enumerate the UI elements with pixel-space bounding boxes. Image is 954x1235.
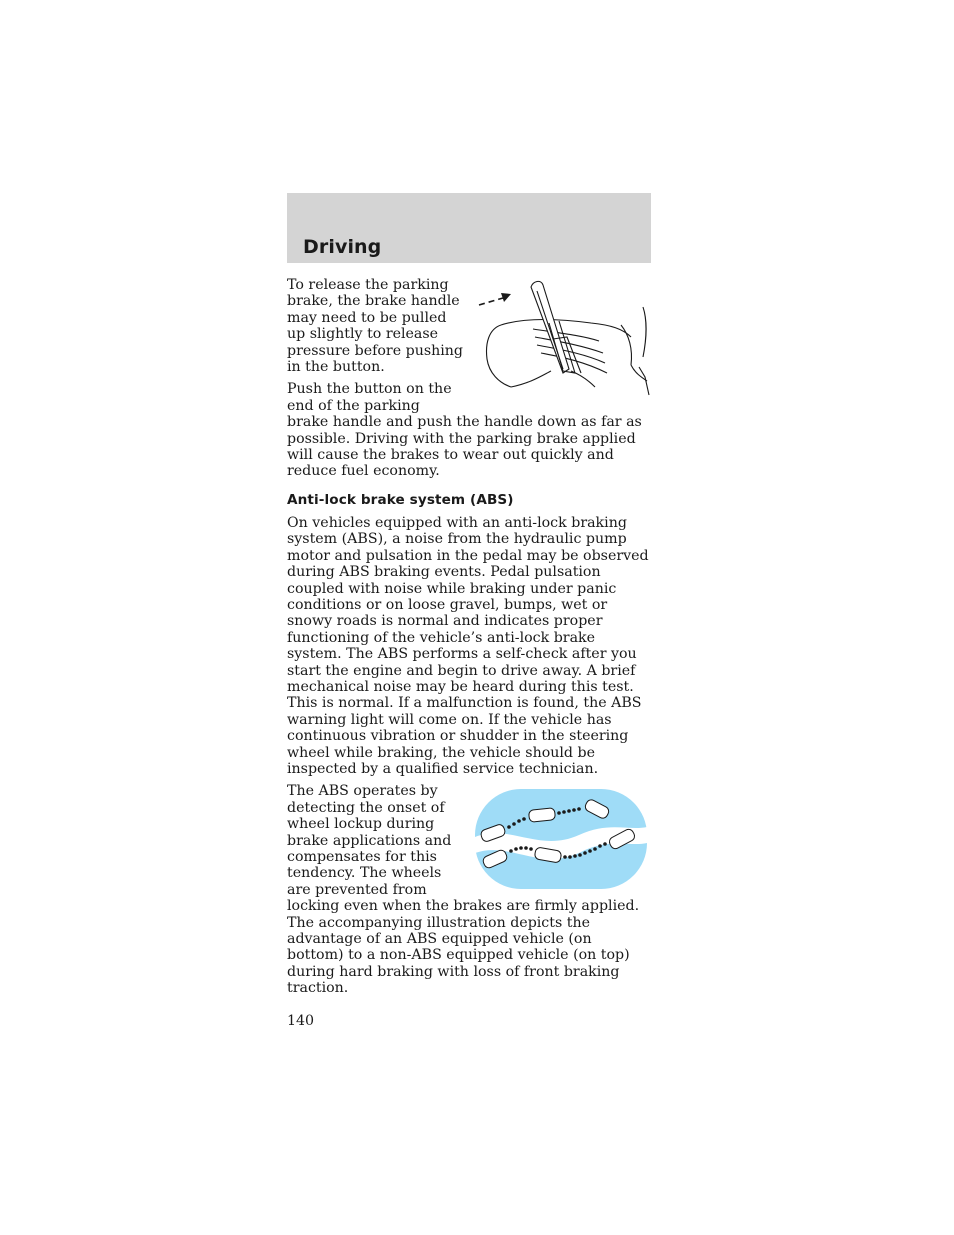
parking-brake-paragraph-1: To release the parking brake, the brake handle may need to be pulled up slightly to release pressure before pushing in the button. — [287, 277, 463, 376]
page-number: 140 — [287, 1012, 315, 1029]
abs-heading: Anti-lock brake system (ABS) — [287, 491, 514, 508]
section-title: Driving — [303, 236, 382, 258]
manual-page — [287, 193, 651, 1029]
abs-section — [287, 515, 651, 997]
parking-brake-section — [287, 277, 651, 480]
parking-brake-handle-illustration — [471, 277, 651, 405]
parking-brake-paragraph-2: Push the button on the end of the parking brake handle and push the handle down as far as possible. Driving with the parking brake applied will cause the brakes to wear out quickly and reduce fuel economy. — [287, 381, 642, 480]
abs-vehicle-path-illustration — [469, 783, 651, 895]
section-header-band — [287, 193, 651, 263]
abs-paragraph-2: The ABS operates by detecting the onset of wheel lockup during brake applications and compensates for this tendency. The wheels are prevented from locking even when the brakes are firmly applied. The accompanying illustration depicts the advantage of an ABS equipped vehicle (on bottom) to a non-ABS equipped vehicle (on top) during hard braking with loss of front braking traction. — [287, 783, 640, 997]
abs-paragraph-1: On vehicles equipped with an anti-lock braking system (ABS), a noise from the hydraulic pump motor and pulsation in the pedal may be observed during ABS braking events. Pedal pulsation coupled with noise while braking under panic conditions or on loose gravel, bumps, wet or snowy roads is normal and indicates proper functioning of the vehicle’s anti-lock brake system. The ABS performs a self-check after you start the engine and begin to drive away. A brief mechanical noise may be heard during this test. This is normal. If a malfunction is found, the ABS warning light will come on. If the vehicle has continuous vibration or shudder in the steering wheel while braking, the vehicle should be inspected by a qualified service technician. — [287, 514, 649, 777]
